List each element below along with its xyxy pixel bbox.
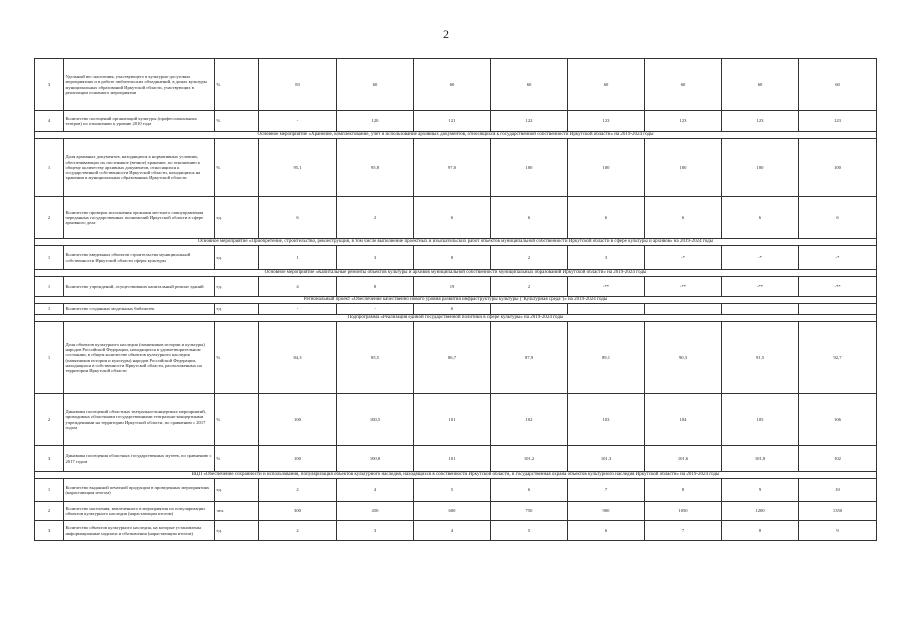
unit-cell: ед. [215, 304, 259, 315]
value-cell: 2 [491, 246, 568, 270]
indicator-row [35, 446, 877, 472]
indicator-row [35, 479, 877, 502]
section-title: ВЦП «Обеспечение сохранности и использования, популяризация объектов культурного наследия, находящихся в собственности Иркутской области, и государственная охрана объектов культурного наследия Иркутской области» на 2019-2024 годы [35, 472, 877, 479]
value-cell: 6 [799, 197, 877, 239]
unit-cell: % [215, 139, 259, 197]
value-cell: 101,3 [568, 446, 645, 472]
section-title: Основное мероприятие «Хранение, комплектование, учет и использование архивных документов, относящихся к государственной собственности Иркутской области» на 2019-2024 годы [35, 132, 877, 139]
page-number: 2 [443, 27, 449, 41]
value-cell: -** [645, 277, 722, 297]
value-cell: 4 [414, 521, 491, 541]
value-cell: 102 [799, 446, 877, 472]
value-cell: 100,5 [337, 394, 414, 446]
value-cell: 8 [722, 521, 799, 541]
value-cell: 100 [568, 139, 645, 197]
section-title: Подпрограмма «Реализация единой государственной политики в сфере культуры» на 2019-2024 годы [35, 315, 877, 322]
indicator-name: Количество населения, вовлеченного в мероприятия по популяризации объектов культурного наследия (нарастающим итогом) [64, 502, 215, 521]
value-cell: 95,1 [259, 139, 337, 197]
unit-cell: % [215, 111, 259, 132]
value-cell: -** [568, 277, 645, 297]
value-cell [722, 304, 799, 315]
value-cell: 19 [414, 277, 491, 297]
value-cell: 100 [491, 139, 568, 197]
row-number: 2 [35, 197, 64, 239]
indicator-name: Доля архивных документов, находящихся в нормативных условиях, обеспечивающих их постоянное (вечное) хранение, по отношению к общему количеству архивных документов, относящихся к государственной собственности Иркутской области, находящихся на хранении в муниципальных образованиях Иркутской области [64, 139, 215, 197]
value-cell: 300 [259, 502, 337, 521]
value-cell: 60 [337, 59, 414, 111]
value-cell: 120 [337, 111, 414, 132]
section-title: Региональный проект «Обеспечение качественно нового уровня развития инфраструктуры культуры ("Культурная среда")» на 2019-2024 годы [35, 297, 877, 304]
value-cell: 6 [568, 197, 645, 239]
value-cell: 100 [799, 139, 877, 197]
value-cell: 6 [491, 479, 568, 502]
value-cell: 6 [491, 197, 568, 239]
value-cell: 2 [337, 197, 414, 239]
value-cell: 6 [259, 197, 337, 239]
indicator-name: Количество объектов культурного наследия, на которые установлены информационные надписи и обозначения (нарастающим итогом) [64, 521, 215, 541]
value-cell: 121 [414, 111, 491, 132]
value-cell: 6 [414, 304, 491, 315]
section-title: Основное мероприятие «Капитальные ремонты объектов культуры и архивов муниципальной собственности муниципальных образований Иркутской области» на 2019-2024 годы [35, 270, 877, 277]
section-header-row [35, 315, 877, 322]
value-cell: 5 [414, 479, 491, 502]
indicator-row [35, 502, 877, 521]
value-cell: 105 [722, 394, 799, 446]
indicator-name: Динамика посещения областных государственных музеев, по сравнению с 2017 годом [64, 446, 215, 472]
indicator-row [35, 322, 877, 394]
indicator-name: Количество проверок исполнения органами местного самоуправления переданных государственных полномочий Иркутской области в сфере архивного дела [64, 197, 215, 239]
value-cell: 104 [645, 394, 722, 446]
indicator-row [35, 59, 877, 111]
value-cell [645, 304, 722, 315]
indicator-name: Удельный вес населения, участвующего в культурно-досуговых мероприятиях и в работе любительских объединений, в домах культуры муниципальных образований Иркутской области, участвующих в реализации основного мероприятия [64, 59, 215, 111]
value-cell: 91,5 [722, 322, 799, 394]
row-number: 1 [35, 304, 64, 315]
value-cell: 89,1 [568, 322, 645, 394]
value-cell: 9 [722, 479, 799, 502]
row-number: 1 [35, 246, 64, 270]
value-cell: 92,7 [799, 322, 877, 394]
value-cell: 7 [568, 479, 645, 502]
value-cell: 9 [799, 521, 877, 541]
value-cell: 101,8 [722, 446, 799, 472]
value-cell: 60 [414, 59, 491, 111]
unit-cell: % [215, 446, 259, 472]
unit-cell: ед. [215, 479, 259, 502]
value-cell: 3 [337, 246, 414, 270]
value-cell: 5 [491, 521, 568, 541]
unit-cell: чел. [215, 502, 259, 521]
value-cell: 1050 [645, 502, 722, 521]
row-number: 1 [35, 277, 64, 297]
indicator-row [35, 304, 877, 315]
unit-cell: ед. [215, 521, 259, 541]
value-cell: 450 [337, 502, 414, 521]
unit-cell: % [215, 394, 259, 446]
value-cell: 6 [414, 197, 491, 239]
value-cell: 123 [722, 111, 799, 132]
value-cell: 2 [259, 521, 337, 541]
value-cell: 83 [259, 59, 337, 111]
value-cell: - [259, 304, 337, 315]
value-cell: 60 [722, 59, 799, 111]
indicators-table [34, 58, 877, 541]
indicator-row [35, 197, 877, 239]
value-cell: 102 [491, 394, 568, 446]
value-cell: 100 [722, 139, 799, 197]
value-cell: 6 [722, 197, 799, 239]
value-cell: 60 [799, 59, 877, 111]
section-header-row [35, 472, 877, 479]
value-cell [491, 304, 568, 315]
value-cell: 750 [491, 502, 568, 521]
section-header-row [35, 297, 877, 304]
row-number: 2 [35, 394, 64, 446]
indicator-row [35, 394, 877, 446]
section-header-row [35, 270, 877, 277]
value-cell: - [337, 304, 414, 315]
value-cell: 60 [645, 59, 722, 111]
value-cell: 600 [414, 502, 491, 521]
value-cell: -* [722, 246, 799, 270]
value-cell: 100,8 [337, 446, 414, 472]
value-cell: 101,2 [491, 446, 568, 472]
unit-cell: % [215, 59, 259, 111]
value-cell: 100 [259, 394, 337, 446]
indicator-name: Количество введенных объектов строительства муниципальной собственности Иркутской области сферы культуры [64, 246, 215, 270]
indicator-name: Динамика посещений областных театрально-концертных мероприятий, проводимых областными государственными театрально-концертными учреждениями на территории Иркутской области, по сравнению с 2017 годом [64, 394, 215, 446]
indicator-row [35, 521, 877, 541]
value-cell [799, 304, 877, 315]
value-cell: 8 [645, 479, 722, 502]
value-cell: -* [799, 246, 877, 270]
indicator-row [35, 139, 877, 197]
value-cell: 60 [491, 59, 568, 111]
value-cell: 103 [568, 394, 645, 446]
section-header-row [35, 239, 877, 246]
indicator-name: Количество выданной печатной продукции в проведенных мероприятиях (нарастающим итогом) [64, 479, 215, 502]
indicator-name: Количество посещений организаций культуры (профессиональных театров) по отношению к уровню 2010 года [64, 111, 215, 132]
indicator-name: Доля объектов культурного наследия (памятников истории и культуры) народов Российской Федерации, находящихся в удовлетворительном состоянии, в общем количестве объектов культурного наследия (памятников истории и культуры) народов Российской Федерации, находящихся в собственности Иркутской области, расположенных на территории Иркутской области [64, 322, 215, 394]
value-cell: -* [645, 246, 722, 270]
value-cell: 2 [259, 479, 337, 502]
row-number: 1 [35, 479, 64, 502]
value-cell: 1350 [799, 502, 877, 521]
value-cell: 8 [414, 246, 491, 270]
value-cell: 2 [491, 277, 568, 297]
value-cell: 100 [259, 446, 337, 472]
indicator-row [35, 111, 877, 132]
row-number: 1 [35, 139, 64, 197]
value-cell: 60 [568, 59, 645, 111]
indicator-row [35, 246, 877, 270]
row-number: 3 [35, 446, 64, 472]
unit-cell: ед. [215, 197, 259, 239]
value-cell: 900 [568, 502, 645, 521]
value-cell: 6 [568, 521, 645, 541]
row-number: 4 [35, 111, 64, 132]
value-cell: - [259, 111, 337, 132]
value-cell: 1 [259, 246, 337, 270]
value-cell: 95,8 [337, 139, 414, 197]
value-cell: 4 [259, 277, 337, 297]
unit-cell: ед. [215, 246, 259, 270]
value-cell: -** [722, 277, 799, 297]
value-cell: 3 [337, 521, 414, 541]
value-cell: 101 [414, 446, 491, 472]
row-number: 1 [35, 322, 64, 394]
value-cell: 101 [414, 394, 491, 446]
unit-cell: ед. [215, 277, 259, 297]
indicator-row [35, 277, 877, 297]
value-cell: 97,0 [414, 139, 491, 197]
value-cell: 8 [337, 277, 414, 297]
unit-cell: % [215, 322, 259, 394]
value-cell: 100 [645, 139, 722, 197]
row-number: 2 [35, 502, 64, 521]
value-cell: 123 [568, 111, 645, 132]
section-title: Основное мероприятие «Приобретение, строительство, реконструкция, в том числе выполнение проектных и изыскательских работ объектов муниципальной собственности Иркутской области в сфере культуры и архивов» на 2019-2024 годы [35, 239, 877, 246]
value-cell: 106 [799, 394, 877, 446]
value-cell: 122 [491, 111, 568, 132]
row-number: 3 [35, 59, 64, 111]
value-cell: 101,6 [645, 446, 722, 472]
value-cell: 86,7 [414, 322, 491, 394]
value-cell: 6 [645, 197, 722, 239]
value-cell: 85,5 [337, 322, 414, 394]
value-cell: 123 [645, 111, 722, 132]
value-cell: 87,9 [491, 322, 568, 394]
value-cell: -** [799, 277, 877, 297]
value-cell: 10 [799, 479, 877, 502]
value-cell: 84,3 [259, 322, 337, 394]
value-cell: 123 [799, 111, 877, 132]
indicator-name: Количество учреждений, осуществивших капитальный ремонт зданий [64, 277, 215, 297]
indicator-name: Количество созданных модельных библиотек [64, 304, 215, 315]
row-number: 3 [35, 521, 64, 541]
value-cell: 7 [645, 521, 722, 541]
value-cell: 3 [568, 246, 645, 270]
value-cell: 1200 [722, 502, 799, 521]
value-cell [568, 304, 645, 315]
value-cell: 90,3 [645, 322, 722, 394]
section-header-row [35, 132, 877, 139]
value-cell: 4 [337, 479, 414, 502]
